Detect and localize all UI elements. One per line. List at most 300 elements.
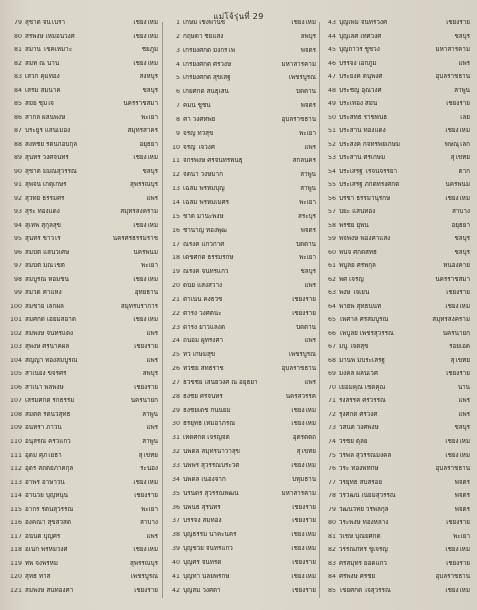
entry-province: เชียงราย [134,384,158,391]
entry-province: อุบลราชธานี [435,74,470,81]
entry-number: 54 [327,168,336,175]
entry-number: 76 [327,466,336,473]
entry-name: ชำนาญ ทองพุฒ [183,227,227,234]
entry-province: พะเยา [141,114,158,121]
entry-number: 16 [171,227,180,234]
entry-name: กฤษดา ชัยแสง [183,33,224,40]
list-item [8,480,158,492]
entry-province: แพร่ [304,283,316,290]
list-item [166,394,316,406]
entry-province: นครสวรรค์ [285,393,316,400]
list-item [166,89,316,101]
entry-number: 14 [171,199,180,206]
entry-number: 20 [171,283,180,290]
list-item [166,255,316,267]
entry-name: ชาติ มานะพงษ์ [183,213,224,220]
entry-name: ศิริพงษ์ ศรีชัย [339,574,376,581]
entry-number: 118 [9,547,22,554]
entry-province: สมุทรปราการ [120,303,158,310]
entry-name: เกยศักดิ์ สินธุเสน [183,89,229,96]
entry-province: พะเยา [141,506,158,513]
entry-province: พะเยา [299,255,316,262]
list-item [166,435,316,447]
list-item [322,20,470,32]
list-item [166,380,316,392]
entry-name: เกษม เชิงพานิช [183,20,226,26]
entry-number: 108 [9,411,22,418]
entry-number: 84 [327,574,336,581]
entry-province: เชียงราย [292,518,316,525]
list-item [322,47,470,59]
list-item [322,534,470,546]
entry-province: ชลบุรี [454,425,470,432]
entry-name: อเนก พรหมวงศ์ [25,547,68,554]
list-item [322,425,470,437]
list-item [322,209,470,221]
entry-province: สุพรรณบุรี [130,560,158,567]
entry-province: ลำพูน [142,438,158,445]
entry-province: เชียงใหม่ [291,573,316,580]
entry-number: 107 [9,398,22,405]
entry-name: ประเสริฐ ภักดีทรงศักดิ์ [339,182,400,189]
entry-name: สมศักดิ์ เอี่ยมสอาด [25,317,76,324]
list-item [166,449,316,461]
list-item [8,263,158,275]
entry-province: เลย [460,114,470,121]
entry-name: เสรม สมนาค [25,87,61,94]
entry-name: ประยูร แสนเมือง [25,128,71,135]
list-item [166,338,316,350]
entry-name: จรัญ ทวีสุข [183,130,214,137]
list-item [8,101,158,113]
entry-name: ไชยศักดิ์ ใจสุวรรณ [339,587,391,594]
entry-province: เชียงใหม่ [291,546,316,553]
list-item [166,352,316,364]
entry-province: ลพบุรี [300,33,316,40]
entry-province: อุบลราชธานี [281,366,316,373]
entry-name: สมิตต์ รัตนวิสุทธิ์ [25,411,71,418]
entry-number: 86 [13,114,22,121]
entry-province: เชียงใหม่ [291,20,316,26]
entry-province: นครราชสีมา [435,276,470,283]
entry-province: ลำพูน [454,87,470,94]
entry-name: สุชาดี จันโปรา [25,20,66,26]
entry-province: เชียงราย [292,587,316,594]
entry-province: อุบลราชธานี [435,574,470,581]
entry-name: สมทิ ณ น่าน [25,60,60,67]
list-item [8,115,158,127]
entry-name: สำเนา พลพงษ์ [25,384,64,391]
list-item [322,520,470,532]
list-item [8,223,158,235]
list-item [322,223,470,235]
list-item [322,277,470,289]
entry-province: ลำพูน [300,186,316,193]
entry-name: สุชาติ มีมณีสุวรรณ [25,168,77,175]
entry-name: บรรจง เอกภูมิ [339,60,377,67]
list-item [166,408,316,420]
list-item [8,507,158,519]
list-item [322,61,470,73]
list-item [166,34,316,46]
entry-province: เชียงราย [292,504,316,511]
entry-name: วีรพล สุวรรณมงคล [339,452,392,459]
list-item [166,131,316,143]
entry-province: อุทัยธานี [134,290,158,297]
entry-number: 78 [327,493,336,500]
entry-name: พินิจ ศักดิ์สิทธิ์ [339,249,377,256]
entry-number: 77 [327,479,336,486]
entry-province: สุโขทัย [296,449,316,456]
entry-province: เชียงราย [292,310,316,317]
entry-name: เฉลิม พรหมเมศร์ [183,199,229,206]
entry-number: 121 [9,587,22,594]
entry-province: สุพรรณบุรี [130,182,158,189]
list-item [322,412,470,424]
entry-province: ระนอง [140,466,158,473]
list-item [166,62,316,74]
entry-province: เชียงใหม่ [133,60,158,67]
list-item [8,317,158,329]
entry-province: เพชรบูรณ์ [130,574,158,581]
entry-number: 89 [13,155,22,162]
list-item [166,297,316,309]
entry-number: 66 [327,330,336,337]
entry-province: สมุทรสงคราม [432,317,470,324]
entry-number: 82 [327,547,336,554]
list-item [166,560,316,572]
entry-name: วัฒนวิทย์ วีรพลกุล [339,506,389,513]
entry-province: พะเยา [299,130,316,137]
entry-name: สมาน โชคเหมาะ [25,47,73,54]
list-item [8,561,158,573]
entry-name: ธวัชชัย เสนีย์วงศ์ ณ อยุธยา [183,379,258,386]
page-header: แม่โจ้รุ่นที่ 29 [213,12,264,21]
entry-province: ลพบุรี [142,371,158,378]
right-column [322,20,470,600]
entry-province: ชลบุรี [300,269,316,276]
entry-province: เชียงราย [446,290,470,297]
entry-name: สุนทร ชาวไร่ [25,236,61,243]
entry-province: ปัตตานี [295,89,316,96]
entry-province: ตาก [458,168,470,175]
list-item [166,463,316,475]
entry-number: 60 [327,249,336,256]
entry-name: ประสงค์ กิจทรัพย์เกษม [339,141,401,148]
entry-province: เชียงราย [292,559,316,566]
entry-number: 84 [13,87,22,94]
entry-number: 53 [327,155,336,162]
entry-number: 3 [175,47,180,54]
entry-name: พงษ์ ใจเย็น [339,290,370,297]
entry-number: 52 [327,141,336,148]
entry-name: ทวี เกษมสุข [183,352,216,359]
list-item [322,453,470,465]
entry-province: ลำพูน [142,411,158,418]
entry-number: 110 [9,438,22,445]
list-item [322,385,470,397]
list-item [322,263,470,275]
entry-province: เชียงใหม่ [445,547,470,554]
entry-number: 13 [171,186,180,193]
entry-name: สมพงษ์ สันทองคำ [25,587,74,594]
list-item [322,398,470,410]
entry-province: สุโขทัย [450,357,470,364]
entry-number: 115 [9,506,22,513]
entry-name: อำนวย บุญหนุน [25,493,68,500]
entry-number: 71 [327,398,336,405]
entry-number: 42 [171,587,180,594]
list-item [8,547,158,559]
entry-province: แพร่ [146,533,158,540]
list-item [166,588,316,600]
entry-name: สุเทพ สุกุลสุข [25,222,61,229]
entry-number: 65 [327,317,336,324]
entry-name: ประเทือง สีมัน [339,101,378,108]
entry-province: น่าน [457,384,470,391]
list-item [322,142,470,154]
entry-number: 82 [13,60,22,67]
entry-number: 116 [9,520,22,527]
entry-province: เชียงใหม่ [291,421,316,428]
list-item [322,493,470,505]
entry-number: 33 [171,463,180,469]
entry-number: 40 [171,559,180,566]
entry-province: เชียงใหม่ [291,532,316,539]
list-item [8,34,158,46]
entry-province: เพชรบูรณ์ [288,75,316,82]
entry-number: 88 [13,141,22,148]
entry-province: อุบลราชธานี [435,466,470,473]
entry-name: เยื้อมคุณ เชิดคุณ [339,384,386,391]
entry-name: ปิยะ แสนทอง [339,209,376,216]
entry-name: วสันต์ วงศ์พงษ์ [339,425,379,432]
entry-number: 102 [9,330,22,337]
list-item [166,311,316,323]
entry-number: 72 [327,411,336,418]
list-item [8,331,158,343]
entry-province: พิจิตร [300,227,316,234]
entry-province: พะเยา [453,533,470,540]
entry-name: นพพร สุวรรณประวัติ [183,463,240,469]
entry-number: 120 [9,574,22,581]
list-item [322,196,470,208]
entry-province: พิษณุโลก [444,141,470,148]
list-item [8,88,158,100]
entry-province: เชียงใหม่ [445,195,470,202]
entry-number: 44 [327,33,336,40]
list-item [322,547,470,559]
entry-name: ไพบูลย์ เพชรสุวรรณ [339,330,394,337]
entry-name: บุญถาวร ชูช่วง [339,47,380,54]
entry-name: สมบัติ แสนวิเศษ [25,249,70,256]
entry-province: พิจิตร [454,506,470,513]
list-item [8,398,158,410]
entry-number: 119 [9,560,22,567]
list-item [166,117,316,129]
list-item [8,196,158,208]
entry-number: 111 [9,452,22,459]
entry-number: 31 [171,435,180,442]
entry-name: ดำเนิน คงธวัช [183,296,223,303]
entry-number: 29 [171,407,180,414]
entry-province: พิจิตร [454,493,470,500]
entry-number: 34 [171,476,180,483]
entry-name: อนันต์ บุญศรี [25,533,61,540]
entry-province: ชลบุรี [454,236,470,243]
entry-name: ธงชัย ศรีจันทร์ [183,393,223,400]
entry-province: ลำปาง [451,209,470,216]
entry-province: พิจิตร [300,103,316,110]
entry-province: ชัยภูมิ [141,47,158,54]
entry-name: นพดล สมุทรนาวาสุข [183,449,240,456]
entry-name: เสริมศักดิ์ รักธรรม [25,398,75,405]
entry-province: แพร่ [146,330,158,337]
list-item [166,269,316,281]
entry-number: 47 [327,74,336,81]
list-item [166,491,316,503]
entry-number: 46 [327,60,336,67]
middle-column [166,20,316,600]
list-item [8,20,158,32]
list-item [8,142,158,154]
list-item [8,534,158,546]
list-item [8,128,158,140]
entry-number: 18 [171,255,180,262]
entry-number: 10 [171,144,180,151]
entry-province: ลำพูน [300,172,316,179]
list-item [8,290,158,302]
list-item [166,242,316,254]
entry-number: 43 [327,20,336,26]
entry-number: 23 [171,324,180,331]
list-item [322,128,470,140]
entry-province: เชียงใหม่ [133,479,158,486]
entry-number: 35 [171,490,180,497]
entry-number: 112 [9,466,22,473]
entry-name: ดนัย แสงสว่าง [183,283,223,290]
entry-province: พะเยา [141,263,158,270]
entry-province: อุตรดิตถ์ [292,435,316,442]
entry-number: 74 [327,438,336,445]
entry-province: เชียงใหม่ [133,222,158,229]
entry-number: 97 [13,263,22,270]
entry-name: อนุสรณ์ ครัวแก้ว [25,438,71,445]
entry-number: 69 [327,371,336,378]
entry-name: เดชศักดิ์ ธรรมรักษ์ [183,255,234,262]
entry-province: แพร่ [304,144,316,151]
entry-number: 70 [327,384,336,391]
list-item [166,518,316,530]
entry-number: 37 [171,518,180,525]
entry-province: แพร่ [458,60,470,67]
entry-name: วรรณภัทร ชูเจริญ [339,547,388,554]
list-item [322,182,470,194]
entry-number: 114 [9,493,22,500]
entry-province: เชียงใหม่ [445,128,470,135]
entry-number: 95 [13,236,22,243]
entry-province: นครศรีธรรมราช [112,236,158,243]
entry-number: 59 [327,236,336,243]
entry-name: บุญธรรม นาคะนคร [183,532,237,539]
entry-name: วีรวัฒน์ เนียมสุวรรณ [339,493,396,500]
entry-name: เสวก คุ้มทอง [25,74,60,81]
entry-name: ไพศาล ศรีสมบูรณ์ [339,317,389,324]
column-divider [319,22,320,598]
entry-province: แพร่ [304,338,316,345]
entry-number: 56 [327,195,336,202]
entry-name: สมพงษ์ จันทร์แดง [25,330,74,337]
entry-province: เชียงราย [446,520,470,527]
list-item [8,466,158,478]
entry-province: ปัตตานี [295,324,316,331]
entry-name: บุญศรี จันทร์ดี [183,559,222,566]
list-item [322,439,470,451]
entry-number: 38 [171,532,180,539]
entry-number: 90 [13,168,22,175]
list-item [322,317,470,329]
list-item [322,290,470,302]
entry-province: ลำปาง [139,520,158,527]
entry-province: เชียงใหม่ [133,20,158,26]
entry-province: นครพนม [133,249,158,256]
list-item [8,236,158,248]
entry-province: เชียงราย [134,493,158,500]
entry-name: สุระ ทองแดง [25,209,60,216]
entry-province: เชียงใหม่ [133,317,158,324]
entry-number: 8 [175,116,180,123]
list-item [166,214,316,226]
entry-name: เทิดศักดิ์ เจริญจิต [183,435,230,442]
entry-name: บุญทำ นิลยพิรักษ์ [183,573,230,580]
entry-province: เชียงราย [292,296,316,303]
list-item [166,158,316,170]
entry-number: 32 [171,449,180,456]
entry-number: 17 [171,241,180,248]
list-item [8,453,158,465]
list-item [322,574,470,586]
entry-name: บุญช่วย จันทร์แก้ว [183,546,233,553]
entry-number: 7 [175,103,180,110]
entry-name: รังสรรค์ ศรีวรรณ [339,398,386,405]
list-item [8,425,158,437]
entry-name: พิบูลย์ ศรีพิกุล [339,263,376,270]
entry-province: แพร่ [304,379,316,386]
entry-number: 62 [327,276,336,283]
entry-name: ประยงค์ ตนุพงศ์ [339,74,383,81]
entry-number: 50 [327,114,336,121]
entry-number: 91 [13,182,22,189]
entry-province: แพร่ [146,425,158,432]
entry-province: เชียงใหม่ [133,276,158,283]
entry-name: สุวิทย์ ธรรมศรี [25,195,65,202]
entry-number: 5 [175,75,180,82]
entry-name: ศรีสมุทร ยอดแก้ว [339,560,387,567]
list-item [166,325,316,337]
entry-name: จิตนา วงษ์มาก [183,172,223,179]
entry-province: มหาสารคาม [435,47,470,54]
entry-name: สากล ผลินพงษ์ [25,114,66,121]
entry-number: 67 [327,344,336,351]
entry-name: วีรชัย ดุลย [339,438,368,445]
list-item [8,371,158,383]
entry-number: 117 [9,533,22,540]
entry-name: ธงชัยเดช กันนิยม [183,407,231,414]
entry-name: อุดม ศุภโยธา [25,452,62,459]
list-item [8,412,158,424]
entry-province: สมุทรสงคราม [120,209,158,216]
entry-province: ปัตตานี [295,241,316,248]
